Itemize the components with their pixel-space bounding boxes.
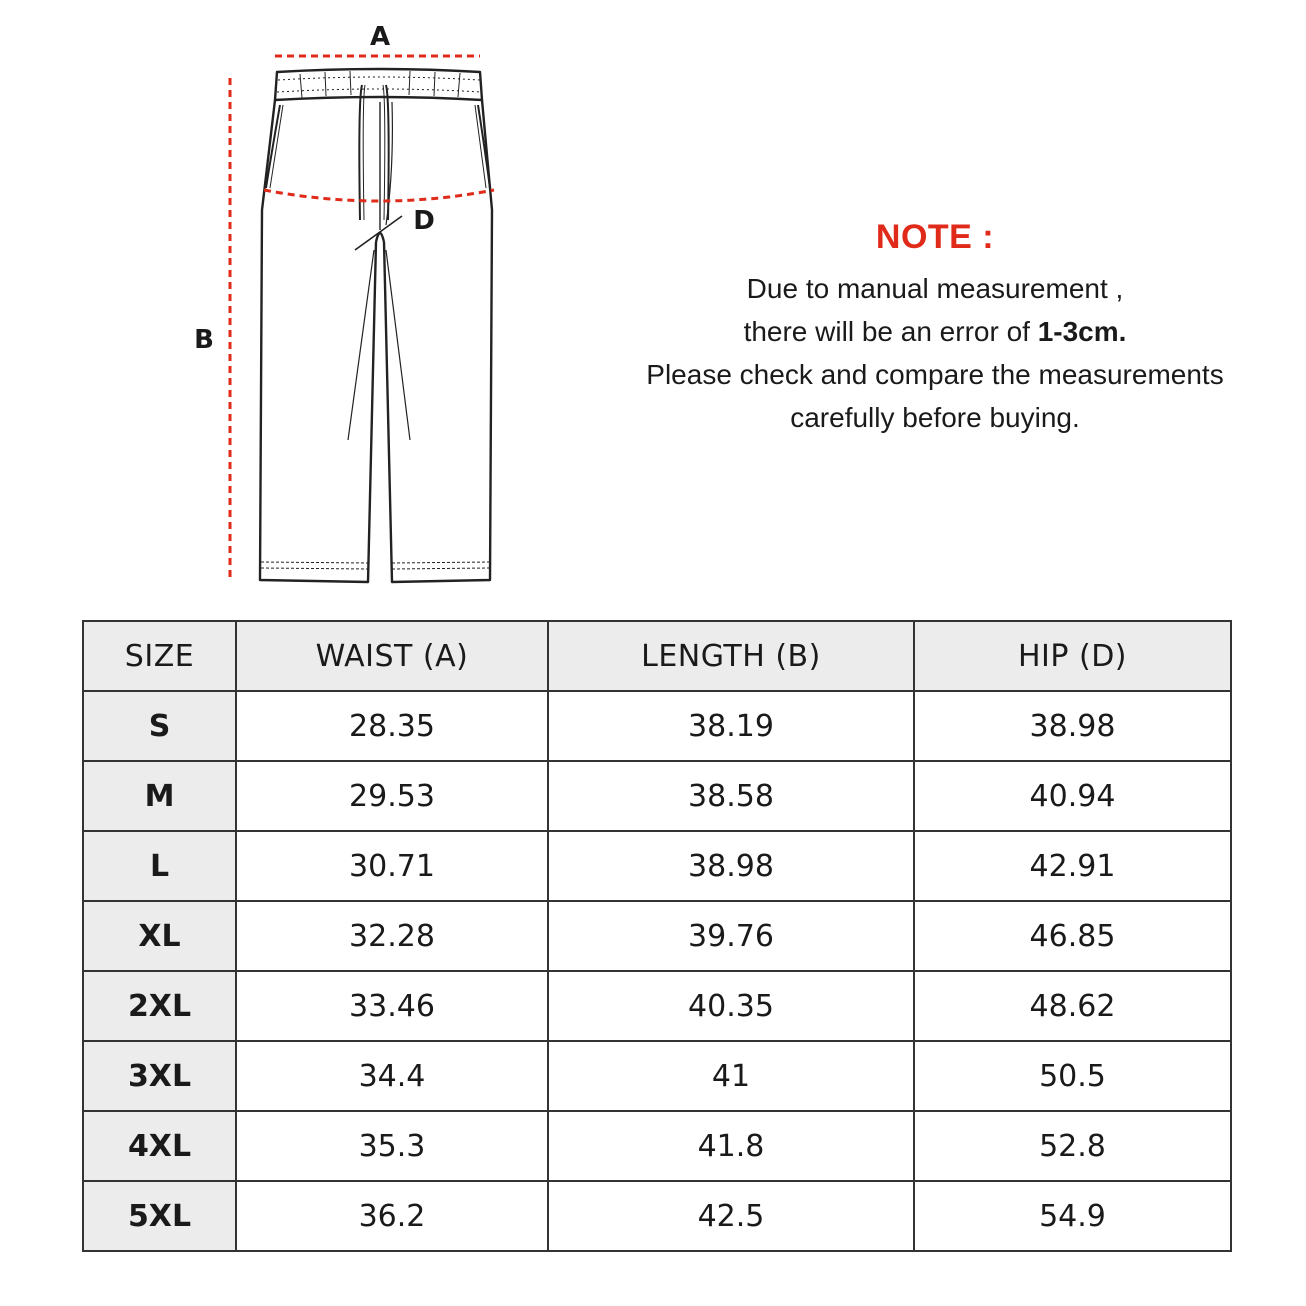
table-row (83, 761, 1231, 831)
pants-illustration (180, 10, 520, 590)
hip-pointer (355, 216, 402, 250)
header-length: LENGTH (B) (548, 621, 914, 691)
label-b: B (194, 325, 214, 355)
note-box (620, 218, 1250, 439)
length-cell: 38.19 (548, 691, 914, 761)
length-cell: 38.58 (548, 761, 914, 831)
size-cell: L (83, 831, 236, 901)
header-hip: HIP (D) (914, 621, 1231, 691)
table-row (83, 1181, 1231, 1251)
header-waist: WAIST (A) (236, 621, 548, 691)
table-row (83, 831, 1231, 901)
note-title: NOTE : (875, 218, 995, 256)
table-row (83, 1041, 1231, 1111)
waist-cell: 34.4 (236, 1041, 548, 1111)
size-cell: 4XL (83, 1111, 236, 1181)
waist-cell: 32.28 (236, 901, 548, 971)
hip-cell: 42.91 (914, 831, 1231, 901)
waist-cell: 35.3 (236, 1111, 548, 1181)
hip-cell: 46.85 (914, 901, 1231, 971)
length-cell: 38.98 (548, 831, 914, 901)
label-d: D (413, 206, 435, 236)
hip-cell: 54.9 (914, 1181, 1231, 1251)
label-a: A (369, 22, 391, 52)
length-cell: 39.76 (548, 901, 914, 971)
table-row (83, 901, 1231, 971)
size-cell: 5XL (83, 1181, 236, 1251)
note-error-range: 1-3cm. (1037, 316, 1127, 347)
size-cell: 2XL (83, 971, 236, 1041)
waist-cell: 28.35 (236, 691, 548, 761)
table-header-row (83, 621, 1231, 691)
hip-cell: 50.5 (914, 1041, 1231, 1111)
length-cell: 40.35 (548, 971, 914, 1041)
length-cell: 41.8 (548, 1111, 914, 1181)
hip-cell: 52.8 (914, 1111, 1231, 1181)
waist-cell: 36.2 (236, 1181, 548, 1251)
hip-measure-line (264, 190, 494, 201)
length-cell: 41 (548, 1041, 914, 1111)
size-cell: M (83, 761, 236, 831)
hip-cell: 40.94 (914, 761, 1231, 831)
pants-outline (260, 69, 492, 582)
note-line-2 (620, 310, 1250, 353)
hip-cell: 48.62 (914, 971, 1231, 1041)
table-row (83, 1111, 1231, 1181)
waist-cell: 33.46 (236, 971, 548, 1041)
waist-cell: 30.71 (236, 831, 548, 901)
note-line-3: Please check and compare the measurements (646, 359, 1224, 390)
size-cell: XL (83, 901, 236, 971)
table-row (83, 691, 1231, 761)
table-row (83, 971, 1231, 1041)
waist-cell: 29.53 (236, 761, 548, 831)
size-chart-table (82, 620, 1232, 1252)
size-cell: 3XL (83, 1041, 236, 1111)
note-line-4: carefully before buying. (790, 402, 1080, 433)
note-line-1: Due to manual measurement , (746, 273, 1124, 304)
length-cell: 42.5 (548, 1181, 914, 1251)
header-size: SIZE (83, 621, 236, 691)
size-cell: S (83, 691, 236, 761)
note-line-2-text: there will be an error of (743, 316, 1038, 347)
hip-cell: 38.98 (914, 691, 1231, 761)
pants-diagram (180, 10, 520, 590)
